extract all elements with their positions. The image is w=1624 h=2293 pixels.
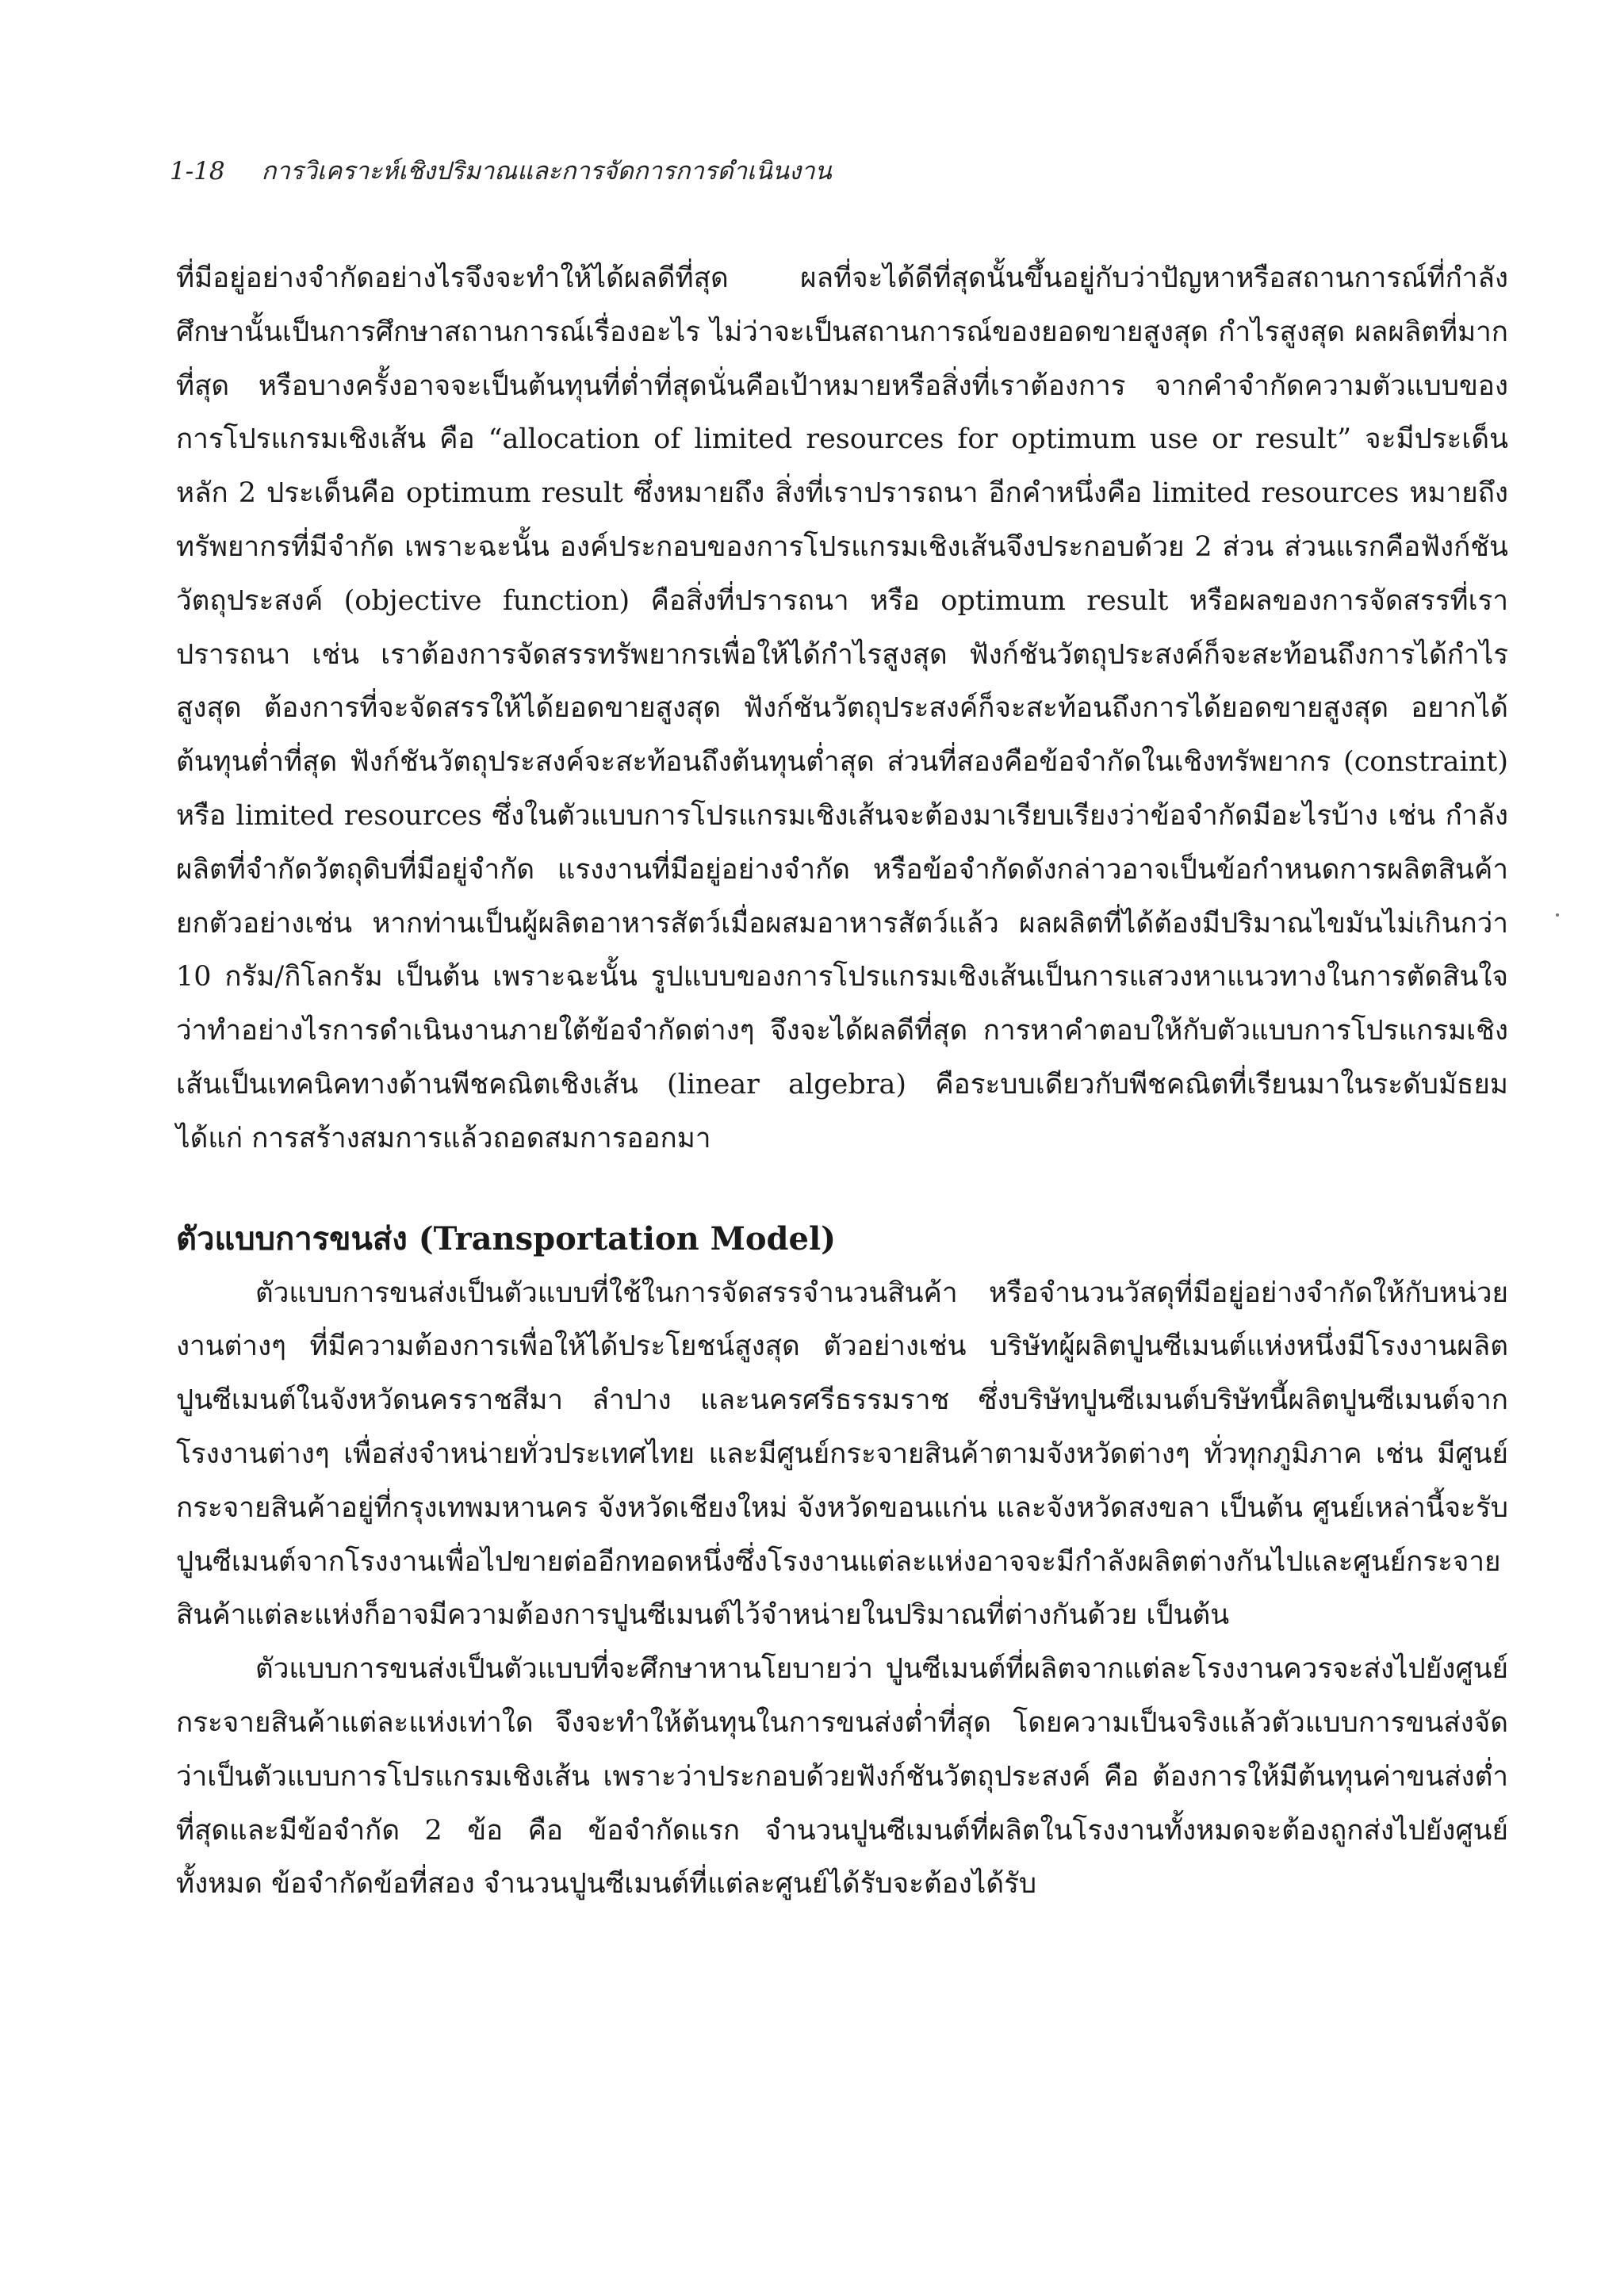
paragraph-transportation-policy: ตัวแบบการขนส่งเป็นตัวแบบที่จะศึกษาหานโยบายว่า ปูนซีเมนต์ที่ผลิตจากแต่ละโรงงานควรจะส่งไปยังศูนย์กระจายสินค้าแต่ละแห่งเท่าใด จึงจะทำให้ต้นทุนในการขนส่งต่ำที่สุด โดยความเป็นจริงแล้วตัวแบบการขนส่งจัดว่าเป็นตัวแบบการโปรแกรมเชิงเส้น เพราะว่าประกอบด้วยฟังก์ชันวัตถุประสงค์ คือ ต้องการให้มีต้นทุนค่าขนส่งต่ำที่สุดและมีข้อจำกัด 2 ข้อ คือ ข้อจำกัดแรก จำนวนปูนซีเมนต์ที่ผลิตในโรงงานทั้งหมดจะต้องถูกส่งไปยังศูนย์ทั้งหมด ข้อจำกัดข้อที่สอง จำนวนปูนซีเมนต์ที่แต่ละศูนย์ได้รับจะต้องได้รับ — [176, 1653, 1508, 1901]
paragraph-linear-programming: ที่มีอยู่อย่างจำกัดอย่างไรจึงจะทำให้ได้ผลดีที่สุด ผลที่จะได้ดีที่สุดนั้นขึ้นอยู่กับว่าปัญหาหรือสถานการณ์ที่กำลังศึกษานั้นเป็นการศึกษาสถานการณ์เรื่องอะไร ไม่ว่าจะเป็นสถานการณ์ของยอดขายสูงสุด กำไรสูงสุด ผลผลิตที่มากที่สุด หรือบางครั้งอาจจะเป็นต้นทุนที่ต่ำที่สุดนั่นคือเป้าหมายหรือสิ่งที่เราต้องการ จากคำจำกัดความตัวแบบของการโปรแกรมเชิงเส้น คือ “allocation of limited resources for optimum use or result” จะมีประเด็นหลัก 2 ประเด็นคือ optimum result ซึ่งหมายถึง สิ่งที่เราปรารถนา อีกคำหนึ่งคือ limited resources หมายถึง ทรัพยากรที่มีจำกัด เพราะฉะนั้น องค์ประกอบของการโปรแกรมเชิงเส้นจึงประกอบด้วย 2 ส่วน ส่วนแรกคือฟังก์ชันวัตถุประสงค์ (objective function) คือสิ่งที่ปรารถนา หรือ optimum result หรือผลของการจัดสรรที่เราปรารถนา เช่น เราต้องการจัดสรรทรัพยากรเพื่อให้ได้กำไรสูงสุด ฟังก์ชันวัตถุประสงค์ก็จะสะท้อนถึงการได้กำไรสูงสุด ต้องการที่จะจัดสรรให้ได้ยอดขายสูงสุด ฟังก์ชันวัตถุประสงค์ก็จะสะท้อนถึงการได้ยอดขายสูงสุด อยากได้ต้นทุนต่ำที่สุด ฟังก์ชันวัตถุประสงค์จะสะท้อนถึงต้นทุนต่ำสุด ส่วนที่สองคือข้อจำกัดในเชิงทรัพยากร (constraint) หรือ limited resources ซึ่งในตัวแบบการโปรแกรมเชิงเส้นจะต้องมาเรียบเรียงว่าข้อจำกัดมีอะไรบ้าง เช่น กำลังผลิตที่จำกัดวัตถุดิบที่มีอยู่จำกัด แรงงานที่มีอยู่อย่างจำกัด หรือข้อจำกัดดังกล่าวอาจเป็นข้อกำหนดการผลิตสินค้า ยกตัวอย่างเช่น หากท่านเป็นผู้ผลิตอาหารสัตว์เมื่อผสมอาหารสัตว์แล้ว ผลผลิตที่ได้ต้องมีปริมาณไขมันไม่เกินกว่า 10 กรัม/กิโลกรัม เป็นต้น เพราะฉะนั้น รูปแบบของการโปรแกรมเชิงเส้นเป็นการแสวงหาแนวทางในการตัดสินใจว่าทำอย่างไรการดำเนินงานภายใต้ข้อจำกัดต่างๆ จึงจะได้ผลดีที่สุด การหาคำตอบให้กับตัวแบบการโปรแกรมเชิงเส้นเป็นเทคนิคทางด้านพีชคณิตเชิงเส้น (linear algebra) คือระบบเดียวกับพีชคณิตที่เรียนมาในระดับมัธยม ได้แก่ การสร้างสมการแล้วถอดสมการออกมา — [176, 262, 1508, 1154]
page-number: 1-18 — [170, 157, 225, 186]
section-heading-transportation-model: ตัวแบบการขนส่ง (Transportation Model) — [176, 1219, 837, 1258]
page-header — [170, 151, 832, 190]
body-text — [176, 252, 1508, 1912]
margin-speck — [1556, 913, 1559, 917]
running-title: การวิเคราะห์เชิงปริมาณและการจัดการการดำเนินงาน — [261, 157, 832, 186]
paragraph-transportation-intro: ตัวแบบการขนส่งเป็นตัวแบบที่ใช้ในการจัดสรรจำนวนสินค้า หรือจำนวนวัสดุที่มีอยู่อย่างจำกัดให้กับหน่วยงานต่างๆ ที่มีความต้องการเพื่อให้ได้ประโยชน์สูงสุด ตัวอย่างเช่น บริษัทผู้ผลิตปูนซีเมนต์แห่งหนึ่งมีโรงงานผลิตปูนซีเมนต์ในจังหวัดนครราชสีมา ลำปาง และนครศรีธรรมราช ซึ่งบริษัทปูนซีเมนต์บริษัทนี้ผลิตปูนซีเมนต์จากโรงงานต่างๆ เพื่อส่งจำหน่ายทั่วประเทศไทย และมีศูนย์กระจายสินค้าตามจังหวัดต่างๆ ทั่วทุกภูมิภาค เช่น มีศูนย์กระจายสินค้าอยู่ที่กรุงเทพมหานคร จังหวัดเชียงใหม่ จังหวัดขอนแก่น และจังหวัดสงขลา เป็นต้น ศูนย์เหล่านี้จะรับปูนซีเมนต์จากโรงงานเพื่อไปขายต่ออีกทอดหนึ่งซึ่งโรงงานแต่ละแห่งอาจจะมีกำลังผลิตต่างกันไปและศูนย์กระจายสินค้าแต่ละแห่งก็อาจมีความต้องการปูนซีเมนต์ไว้จำหน่ายในปริมาณที่ต่างกันด้วย เป็นต้น — [176, 1277, 1508, 1632]
